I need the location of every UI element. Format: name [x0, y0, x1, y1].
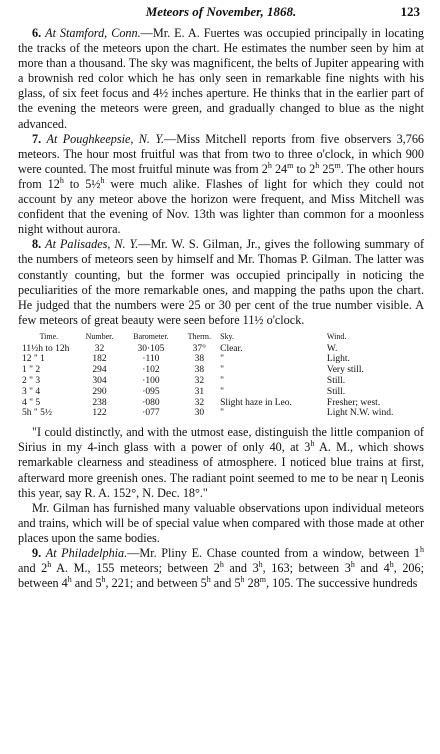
time-cell: 2 " 3 — [22, 376, 41, 387]
superscript: m — [287, 160, 294, 170]
barometer-cell: ·100 — [142, 376, 160, 387]
therm-cell: 32 — [194, 376, 205, 387]
table-row — [20, 398, 420, 409]
time-cell: 5h " 5½ — [22, 408, 53, 419]
superscript: h — [267, 160, 272, 170]
superscript: h — [206, 575, 211, 585]
paragraph-palisades — [18, 237, 424, 328]
text-run: to 5½ — [63, 176, 101, 191]
text-run: , 221; and between 5 — [105, 576, 207, 591]
number-cell: 32 — [94, 343, 105, 354]
superscript: h — [59, 175, 64, 185]
place-name: At Philadelphia. — [45, 546, 128, 560]
page-header — [18, 4, 424, 26]
therm-cell: 38 — [194, 354, 205, 365]
number-cell: 182 — [92, 354, 107, 365]
text-run: 24 — [271, 161, 288, 176]
table-row — [20, 365, 420, 376]
text-run: "I could distinctly, and with the utmost ease, distinguish the little companion of Sirius in my 4-inch glass with a power of only 40, at 3 — [18, 425, 424, 455]
barometer-cell: ·077 — [142, 408, 160, 419]
wind-cell: Light. — [326, 354, 350, 365]
paragraph-text: —Mr. E. A. Fuertes was occupied principally in locating the tracks of the meteors upon the chart. He estimates the number seen by him at more than a thousand. The sky was magnificent, the belts of Jupiter appearing with a brownish red color which he has only seen in remarkable fine nights with his glass, of six feet focus and 4½ inches aperture. He thinks that in the earlier part of the evening the meteors were green, and gradually changed to blue as the night advanced. — [18, 26, 425, 131]
time-cell: 12 " 1 — [22, 354, 45, 365]
number-cell: 294 — [92, 365, 107, 376]
table-row — [20, 408, 420, 419]
paragraph-philadelphia — [18, 546, 424, 591]
superscript: h — [100, 175, 105, 185]
section-number: 7. — [32, 131, 42, 146]
number-cell: 122 — [92, 408, 107, 419]
superscript: h — [310, 439, 315, 449]
therm-cell: 37° — [192, 343, 206, 354]
superscript: h — [219, 560, 224, 570]
meteor-count-table — [20, 332, 420, 419]
time-cell: 11½h to 12h — [22, 343, 70, 354]
superscript: h — [47, 560, 52, 570]
page-number: 123 — [400, 4, 420, 19]
number-cell: 290 — [92, 386, 107, 397]
text-run: were much alike. Flashes of light for which they could not account by any meteor above the horizon were frequent, and Miss Mitchell was confident that the evening of Nov. 13th was lighter than common for a moonless night without aurora. — [18, 176, 424, 237]
superscript: m — [259, 575, 267, 585]
sky-cell: Slight haze in Leo. — [220, 397, 292, 408]
barometer-cell: ·080 — [142, 397, 160, 408]
superscript: h — [389, 560, 394, 570]
superscript: h — [240, 575, 245, 585]
table-row — [20, 354, 420, 365]
barometer-cell: 30·105 — [137, 343, 165, 354]
sky-cell: " — [220, 354, 224, 365]
wind-cell: Still. — [326, 376, 346, 387]
therm-cell: 31 — [194, 386, 205, 397]
column-header-wind: Wind. — [326, 331, 347, 341]
time-cell: 4 " 5 — [22, 397, 41, 408]
superscript: h — [67, 575, 72, 585]
text-run: , 105. The successive hundreds — [266, 576, 418, 591]
superscript: h — [258, 560, 263, 570]
wind-cell: Fresher; west. — [326, 397, 381, 408]
place-name: At Poughkeepsie, N. Y. — [46, 131, 165, 146]
therm-cell: 30 — [194, 408, 205, 419]
place-name: At Palisades, N. Y. — [45, 237, 139, 252]
text-run: 25 — [319, 161, 335, 176]
paragraph-quote — [18, 425, 424, 500]
wind-cell: Light N.W. wind. — [326, 408, 394, 419]
text-run: and 4 — [354, 561, 390, 576]
table-row — [20, 344, 420, 355]
section-number: 9. — [32, 546, 42, 560]
text-run: to 2 — [293, 161, 316, 176]
table-header-row — [20, 332, 420, 344]
table-body — [20, 344, 420, 420]
table-row — [20, 387, 420, 398]
number-cell: 304 — [92, 376, 107, 387]
number-cell: 238 — [92, 397, 107, 408]
column-header-barometer: Barometer. — [133, 331, 169, 341]
time-cell: 1 " 2 — [22, 365, 41, 376]
sky-cell: " — [220, 376, 224, 387]
text-run: 28 — [244, 576, 260, 591]
column-header-number: Number. — [85, 331, 114, 341]
wind-cell: Still. — [326, 386, 346, 397]
section-number: 8. — [32, 237, 42, 252]
wind-cell: W. — [326, 343, 338, 354]
text-run: A. M., 155 meteors; between 2 — [51, 561, 220, 576]
place-name: At Stamford, Conn. — [45, 26, 141, 40]
column-header-sky: Sky. — [220, 331, 235, 341]
superscript: h — [420, 544, 425, 554]
text-run: —Mr. Pliny E. Chase counted from a window, between 1 — [127, 546, 421, 560]
text-run: and 5 — [210, 576, 241, 591]
text-run: and 3 — [223, 561, 259, 576]
text-run: . The other hours from 12 — [18, 161, 425, 191]
text-run: , 206; between 4 — [18, 561, 424, 591]
sky-cell: Clear. — [220, 343, 243, 354]
sky-cell: " — [220, 365, 224, 376]
barometer-cell: ·095 — [142, 386, 160, 397]
superscript: h — [315, 160, 320, 170]
page — [0, 4, 440, 754]
column-header-time: Time. — [39, 331, 59, 341]
paragraph-gilman — [18, 501, 424, 546]
barometer-cell: ·110 — [142, 354, 160, 365]
wind-cell: Very still. — [326, 365, 364, 376]
text-run: and 2 — [18, 561, 48, 576]
therm-cell: 32 — [194, 397, 205, 408]
section-number: 6. — [32, 26, 42, 40]
text-run: , 163; between 3 — [262, 561, 351, 576]
time-cell: 3 " 4 — [22, 386, 41, 397]
text-run: A. M., which shows remarkable clearness and steadiness of atmosphere. I noticed blue trains at first, afterward more greenish ones. The radiant point seemed to me to be near η Leonis this year, say R. A. 152°, N. Dec. 18°." — [18, 440, 424, 500]
column-header-therm: Therm. — [187, 331, 211, 341]
sky-cell: " — [220, 408, 224, 419]
running-title: Meteors of November, 1868. — [145, 4, 297, 19]
paragraph-text: —Mr. W. S. Gilman, Jr., gives the following summary of the numbers of meteors seen by himself and Mr. Thomas P. Gilman. The latter was constantly counting, but the former was occupied principally in noticing the peculiarities of the more remarkable ones, and mapping the paths upon the chart. He judged that the numbers were 25 or 30 per cent of the true number visible. A few meteors of great beauty were seen before 11½ o'clock. — [18, 237, 425, 327]
barometer-cell: ·102 — [142, 365, 160, 376]
superscript: m — [334, 160, 341, 170]
therm-cell: 38 — [194, 365, 205, 376]
paragraph-text: Mr. Gilman has furnished many valuable observations upon individual meteors and trains, which will be of special value when compared with those made at other places upon the same bodies. — [18, 500, 424, 545]
superscript: h — [101, 575, 106, 585]
superscript: h — [350, 560, 355, 570]
text-run: and 5 — [71, 576, 102, 591]
paragraph-poughkeepsie — [18, 132, 424, 238]
table-row — [20, 376, 420, 387]
text-run: —Miss Mitchell reports from five observers 3,766 meteors. The hour most fruitful was that from two to three o'clock, in which 900 were counted. The most fruitful minute was from 2 — [18, 131, 425, 176]
paragraph-stamford — [18, 26, 424, 132]
sky-cell: " — [220, 386, 224, 397]
